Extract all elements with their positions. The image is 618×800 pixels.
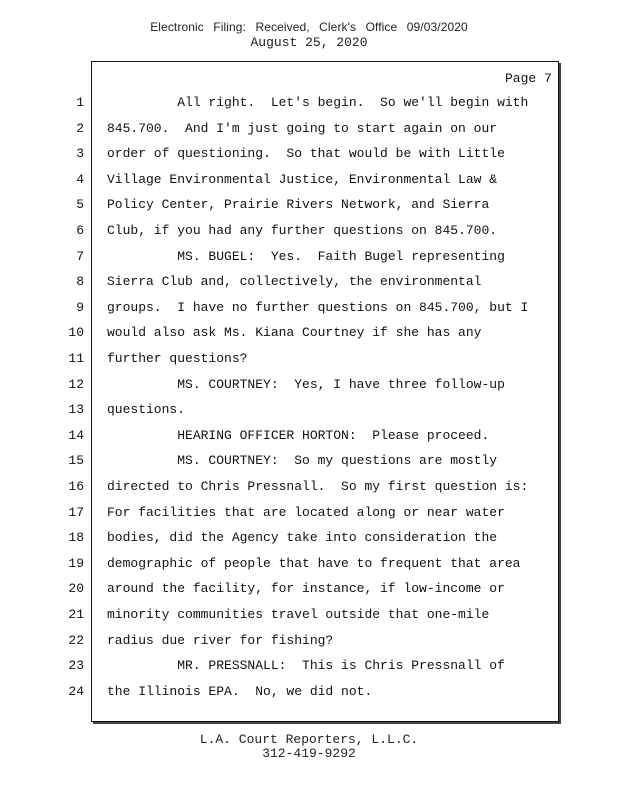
line-text: Club, if you had any further questions on 845.700. (107, 223, 498, 238)
line-number: 14 (68, 428, 84, 443)
transcript-line (0, 197, 618, 217)
transcript-line (0, 581, 618, 601)
line-text: questions. (107, 402, 186, 417)
line-number: 6 (76, 223, 84, 238)
line-text: further questions? (107, 351, 248, 366)
line-number: 22 (68, 633, 84, 648)
line-text: directed to Chris Pressnall. So my first question is: (107, 479, 529, 494)
line-text: around the facility, for instance, if low-income or (107, 581, 505, 596)
line-number: 13 (68, 402, 84, 417)
line-text: MS. BUGEL: Yes. Faith Bugel representing (107, 249, 505, 264)
line-text: radius due river for fishing? (107, 633, 334, 648)
footer-phone: 312-419-9292 (262, 746, 356, 761)
line-number: 2 (76, 121, 84, 136)
line-text: demographic of people that have to frequent that area (107, 556, 521, 571)
line-text: HEARING OFFICER HORTON: Please proceed. (107, 428, 490, 443)
line-number: 3 (76, 146, 84, 161)
line-text: Sierra Club and, collectively, the environmental (107, 274, 482, 289)
line-number: 21 (68, 607, 84, 622)
transcript-line (0, 556, 618, 576)
transcript-line (0, 377, 618, 397)
footer-company: L.A. Court Reporters, L.L.C. (199, 732, 419, 747)
line-number: 24 (68, 684, 84, 699)
line-text: would also ask Ms. Kiana Courtney if she has any (107, 325, 482, 340)
transcript-line (0, 684, 618, 704)
line-text: For facilities that are located along or near water (107, 505, 505, 520)
line-number: 8 (76, 274, 84, 289)
line-text: MS. COURTNEY: Yes, I have three follow-up (107, 377, 505, 392)
transcript-line (0, 505, 618, 525)
line-number: 16 (68, 479, 84, 494)
transcript-line (0, 633, 618, 653)
transcript-line (0, 249, 618, 269)
transcript-line (0, 274, 618, 294)
transcript-line (0, 658, 618, 678)
line-number: 4 (76, 172, 84, 187)
transcript-line (0, 172, 618, 192)
line-number: 7 (76, 249, 84, 264)
line-text: MS. COURTNEY: So my questions are mostly (107, 453, 498, 468)
line-text: minority communities travel outside that one-mile (107, 607, 490, 622)
transcript-line (0, 479, 618, 499)
transcript-line (0, 351, 618, 371)
transcript-line (0, 223, 618, 243)
line-text: All right. Let's begin. So we'll begin with (107, 95, 529, 110)
line-number: 17 (68, 505, 84, 520)
transcript-line (0, 325, 618, 345)
line-text: order of questioning. So that would be with Little (107, 146, 505, 161)
line-text: bodies, did the Agency take into consideration the (107, 530, 498, 545)
line-text: the Illinois EPA. No, we did not. (107, 684, 373, 699)
transcript-line (0, 453, 618, 473)
line-text: 845.700. And I'm just going to start again on our (107, 121, 498, 136)
line-number: 9 (76, 300, 84, 315)
line-number: 11 (68, 351, 84, 366)
transcript-line (0, 428, 618, 448)
transcript-line (0, 95, 618, 115)
line-text: Policy Center, Prairie Rivers Network, and Sierra (107, 197, 490, 212)
line-text: MR. PRESSNALL: This is Chris Pressnall of (107, 658, 505, 673)
line-number: 5 (76, 197, 84, 212)
page-number: Page 7 (505, 71, 552, 86)
line-number: 10 (68, 325, 84, 340)
line-number: 23 (68, 658, 84, 673)
transcript-line (0, 402, 618, 422)
filing-stamp: Electronic Filing: Received, Clerk's Office 09/03/2020 (150, 20, 468, 34)
transcript-line (0, 607, 618, 627)
line-number: 20 (68, 581, 84, 596)
transcript-line (0, 121, 618, 141)
transcript-line (0, 146, 618, 166)
line-text: Village Environmental Justice, Environmental Law & (107, 172, 498, 187)
transcript-line (0, 300, 618, 320)
hearing-date: August 25, 2020 (250, 35, 368, 50)
line-number: 19 (68, 556, 84, 571)
line-number: 18 (68, 530, 84, 545)
line-number: 1 (76, 95, 84, 110)
line-number: 15 (68, 453, 84, 468)
transcript-line (0, 530, 618, 550)
line-number: 12 (68, 377, 84, 392)
line-text: groups. I have no further questions on 845.700, but I (107, 300, 529, 315)
